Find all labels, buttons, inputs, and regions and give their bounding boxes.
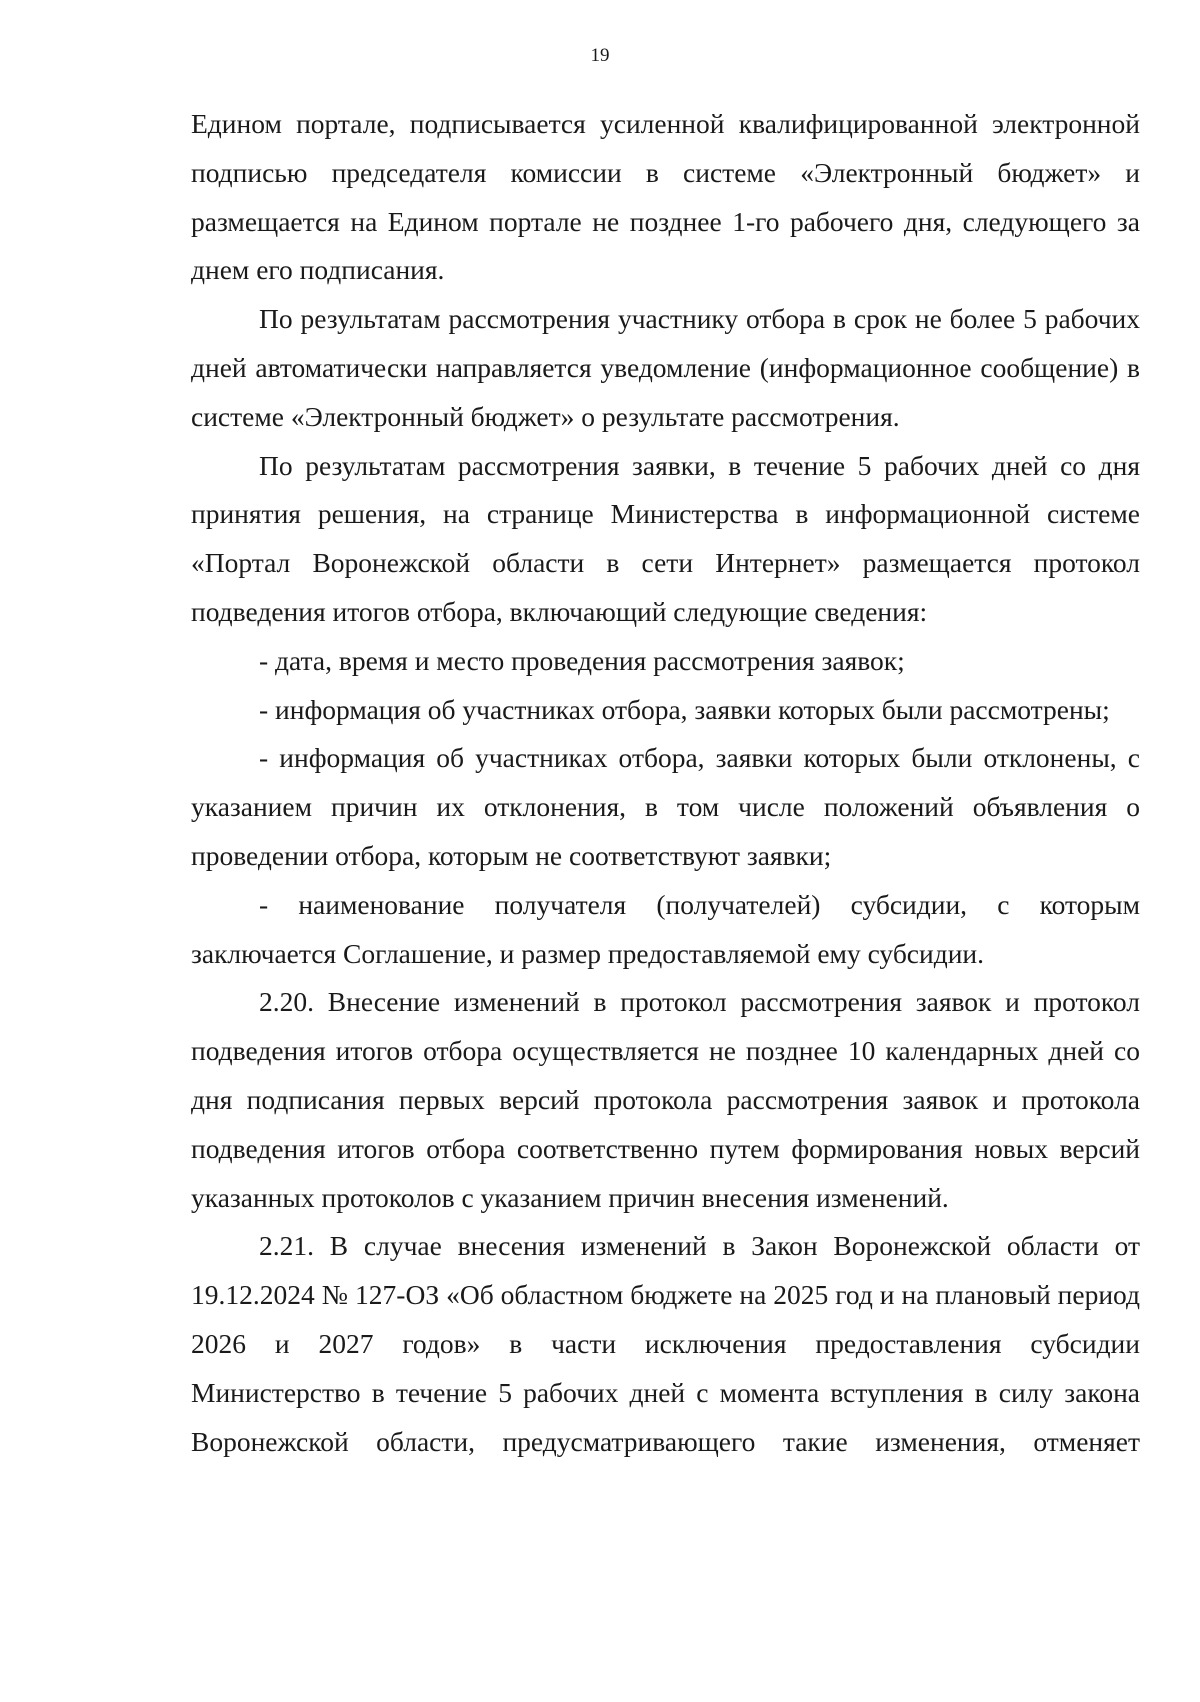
document-body <box>191 100 1140 1466</box>
paragraph-1: Едином портале, подписывается усиленной квалифицированной электронной подписью председателя комиссии в системе «Электронный бюджет» и размещается на Едином портале не позднее 1-го рабочего дня, следующего за днем его подписания. <box>191 108 1140 286</box>
paragraph-3: По результатам рассмотрения заявки, в течение 5 рабочих дней со дня принятия решения, на странице Министерства в информационной системе «Портал Воронежской области в сети Интернет» размещается протокол подведения итогов отбора, включающий следующие сведения: <box>191 449 1140 627</box>
list-item-reviewed-participants: - информация об участниках отбора, заявки которых были рассмотрены; <box>259 693 1110 725</box>
clause-2-21: 2.21. В случае внесения изменений в Закон Воронежской области от 19.12.2024 № 127-ОЗ «Об областном бюджете на 2025 год и на плановый период 2026 и 2027 годов» в части исключения предоставления субсидии Министерство в течение 5 рабочих дней с момента вступления в силу закона Воронежской области, предусматривающего такие изменения, отменяет <box>191 1230 1140 1457</box>
list-item-rejected-participants: - информация об участниках отбора, заявки которых были отклонены, с указанием причин их отклонения, в том числе положений объявления о проведении отбора, которым не соответствуют заявки; <box>191 742 1140 871</box>
list-item-date-time-place: - дата, время и место проведения рассмотрения заявок; <box>259 644 905 676</box>
clause-2-20: 2.20. Внесение изменений в протокол рассмотрения заявок и протокол подведения итогов отбора осуществляется не позднее 10 календарных дней со дня подписания первых версий протокола рассмотрения заявок и протокола подведения итогов отбора соответственно путем формирования новых версий указанных протоколов с указанием причин внесения изменений. <box>191 986 1140 1213</box>
page-number: 19 <box>590 45 610 66</box>
list-item-recipient-name: - наименование получателя (получателей) субсидии, с которым заключается Соглашение, и размер предоставляемой ему субсидии. <box>191 888 1140 969</box>
paragraph-2: По результатам рассмотрения участнику отбора в срок не более 5 рабочих дней автоматически направляется уведомление (информационное сообщение) в системе «Электронный бюджет» о результате рассмотрения. <box>191 303 1140 432</box>
